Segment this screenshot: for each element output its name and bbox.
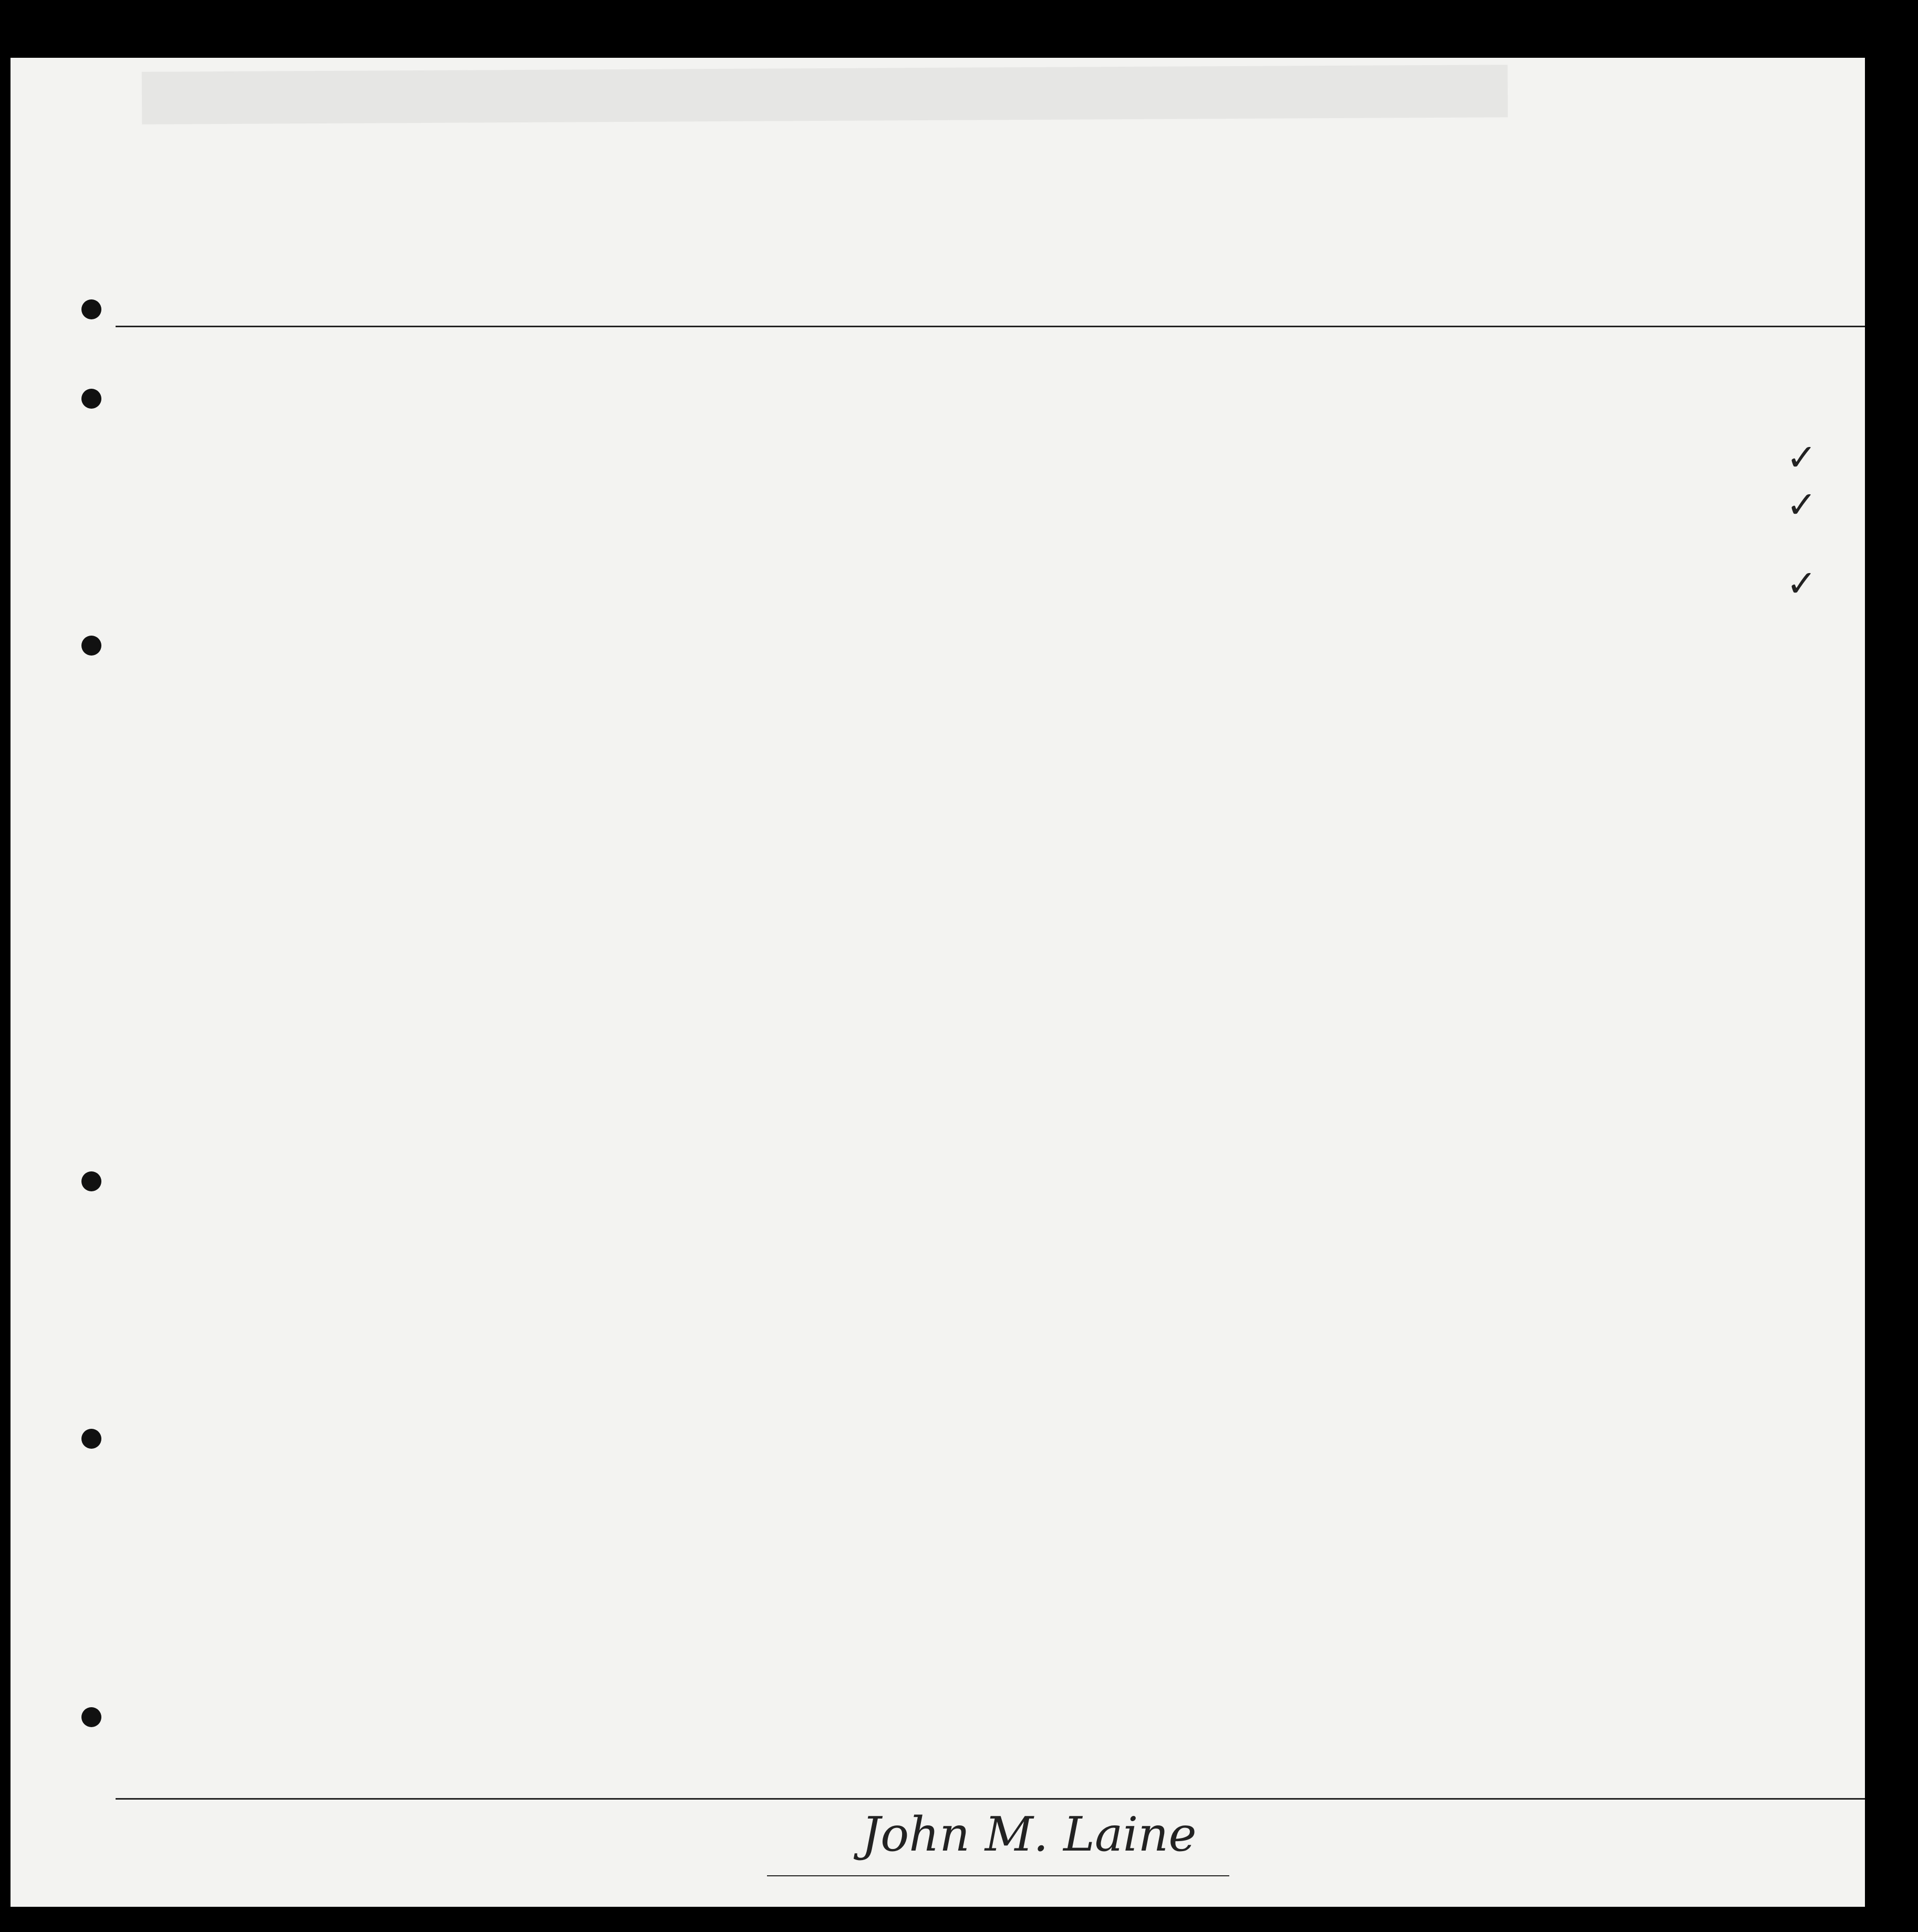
signature-line <box>767 1875 1229 1876</box>
overlapping-sheet-edge <box>142 65 1508 124</box>
inspector-signature: John M. Laine <box>862 1807 1197 1862</box>
check-mark-icon: ✓ <box>1786 562 1817 605</box>
binder-hole <box>81 1429 101 1449</box>
binder-hole <box>81 389 101 409</box>
binder-hole <box>81 1707 101 1727</box>
binder-hole <box>81 299 101 319</box>
manifest-sheet <box>11 58 1865 1907</box>
check-mark-icon: ✓ <box>1786 436 1817 479</box>
binder-hole <box>81 1171 101 1191</box>
top-strip-text <box>142 65 1508 103</box>
check-mark-icon: ✓ <box>1786 483 1817 526</box>
vessel-info-line <box>221 263 1797 315</box>
crew-manifest-table <box>116 326 1865 1800</box>
binder-hole <box>81 636 101 656</box>
sheet-number <box>1718 121 1728 141</box>
